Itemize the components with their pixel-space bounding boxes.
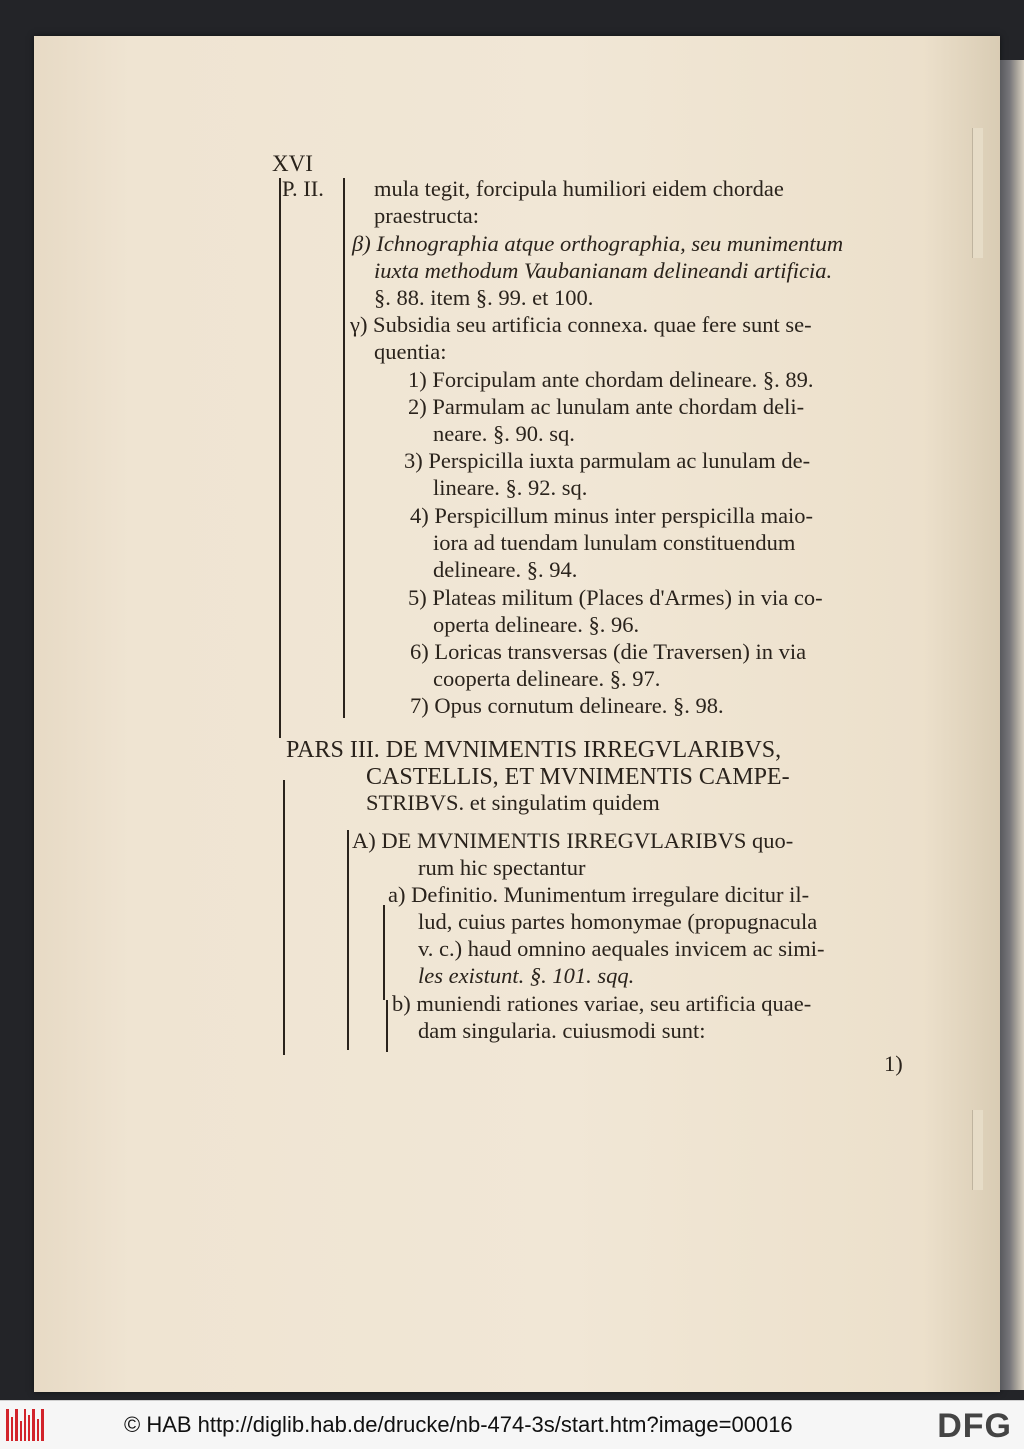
text-line: quentia: [374, 339, 447, 364]
catchword: 1) [884, 1051, 903, 1076]
text-line: a) Definitio. Munimentum irregulare dicitur il- [388, 882, 810, 907]
text-line: v. c.) haud omnino aequales invicem ac simi- [418, 936, 825, 961]
text-line: mula tegit, forcipula humiliori eidem chordae [374, 176, 784, 201]
brace-line [347, 830, 349, 1050]
text-line: 1) Forcipulam ante chordam delineare. §. 89. [408, 367, 814, 392]
text-line: §. 88. item §. 99. et 100. [374, 285, 594, 310]
part-label: P. II. [282, 176, 324, 201]
brace-line [386, 1000, 388, 1052]
text-line: STRIBVS. et singulatim quidem [366, 790, 660, 815]
adjacent-page-edge [1000, 60, 1024, 1390]
text-line: operta delineare. §. 96. [433, 612, 640, 637]
text-line: 7) Opus cornutum delineare. §. 98. [410, 693, 724, 718]
text-line: γ) Subsidia seu artificia connexa. quae fere sunt se- [350, 312, 812, 337]
text-line: neare. §. 90. sq. [433, 421, 575, 446]
text-line: lineare. §. 92. sq. [433, 475, 588, 500]
section-heading: CASTELLIS, ET MVNIMENTIS CAMPE- [366, 764, 790, 790]
text-line: les existunt. §. 101. sqq. [418, 963, 635, 988]
dfg-logo: DFG [937, 1407, 1012, 1445]
text-line: 4) Perspicillum minus inter perspicilla maio- [410, 503, 814, 528]
text-line: 2) Parmulam ac lunulam ante chordam deli- [408, 394, 805, 419]
text-line: 6) Loricas transversas (die Traversen) in via [410, 639, 807, 664]
brace-line [279, 178, 281, 738]
text-line: 5) Plateas militum (Places d'Armes) in via co- [408, 585, 823, 610]
text-line: praestructa: [374, 203, 479, 228]
text-line: 3) Perspicilla iuxta parmulam ac lunulam de- [404, 448, 811, 473]
hab-logo-icon [6, 1409, 44, 1441]
text-line: rum hic spectantur [418, 855, 586, 880]
brace-line [343, 178, 345, 718]
text-line: dam singularia. cuiusmodi sunt: [418, 1018, 706, 1043]
brace-line [383, 905, 385, 1000]
footer-bar [0, 1400, 1024, 1449]
page-tab [972, 1110, 983, 1190]
subsection-heading: A) DE MVNIMENTIS IRREGVLARIBVS quo- [352, 828, 794, 853]
text-line: iuxta methodum Vaubanianam delineandi artificia. [374, 258, 833, 283]
text-line: b) muniendi rationes variae, seu artificia quae- [392, 991, 812, 1016]
text-line: delineare. §. 94. [433, 557, 578, 582]
page-tab [972, 128, 983, 258]
section-heading: PARS III. DE MVNIMENTIS IRREGVLARIBVS, [286, 737, 782, 763]
copyright-link[interactable]: © HAB http://diglib.hab.de/drucke/nb-474-3s/start.htm?image=00016 [124, 1412, 793, 1437]
text-line: β) Ichnographia atque orthographia, seu munimentum [352, 231, 844, 256]
text-line: lud, cuius partes homonymae (propugnacula [418, 909, 818, 934]
page-number: XVI [272, 151, 313, 176]
text-line: cooperta delineare. §. 97. [433, 666, 661, 691]
text-line: iora ad tuendam lunulam constituendum [433, 530, 796, 555]
brace-line [283, 780, 285, 1055]
